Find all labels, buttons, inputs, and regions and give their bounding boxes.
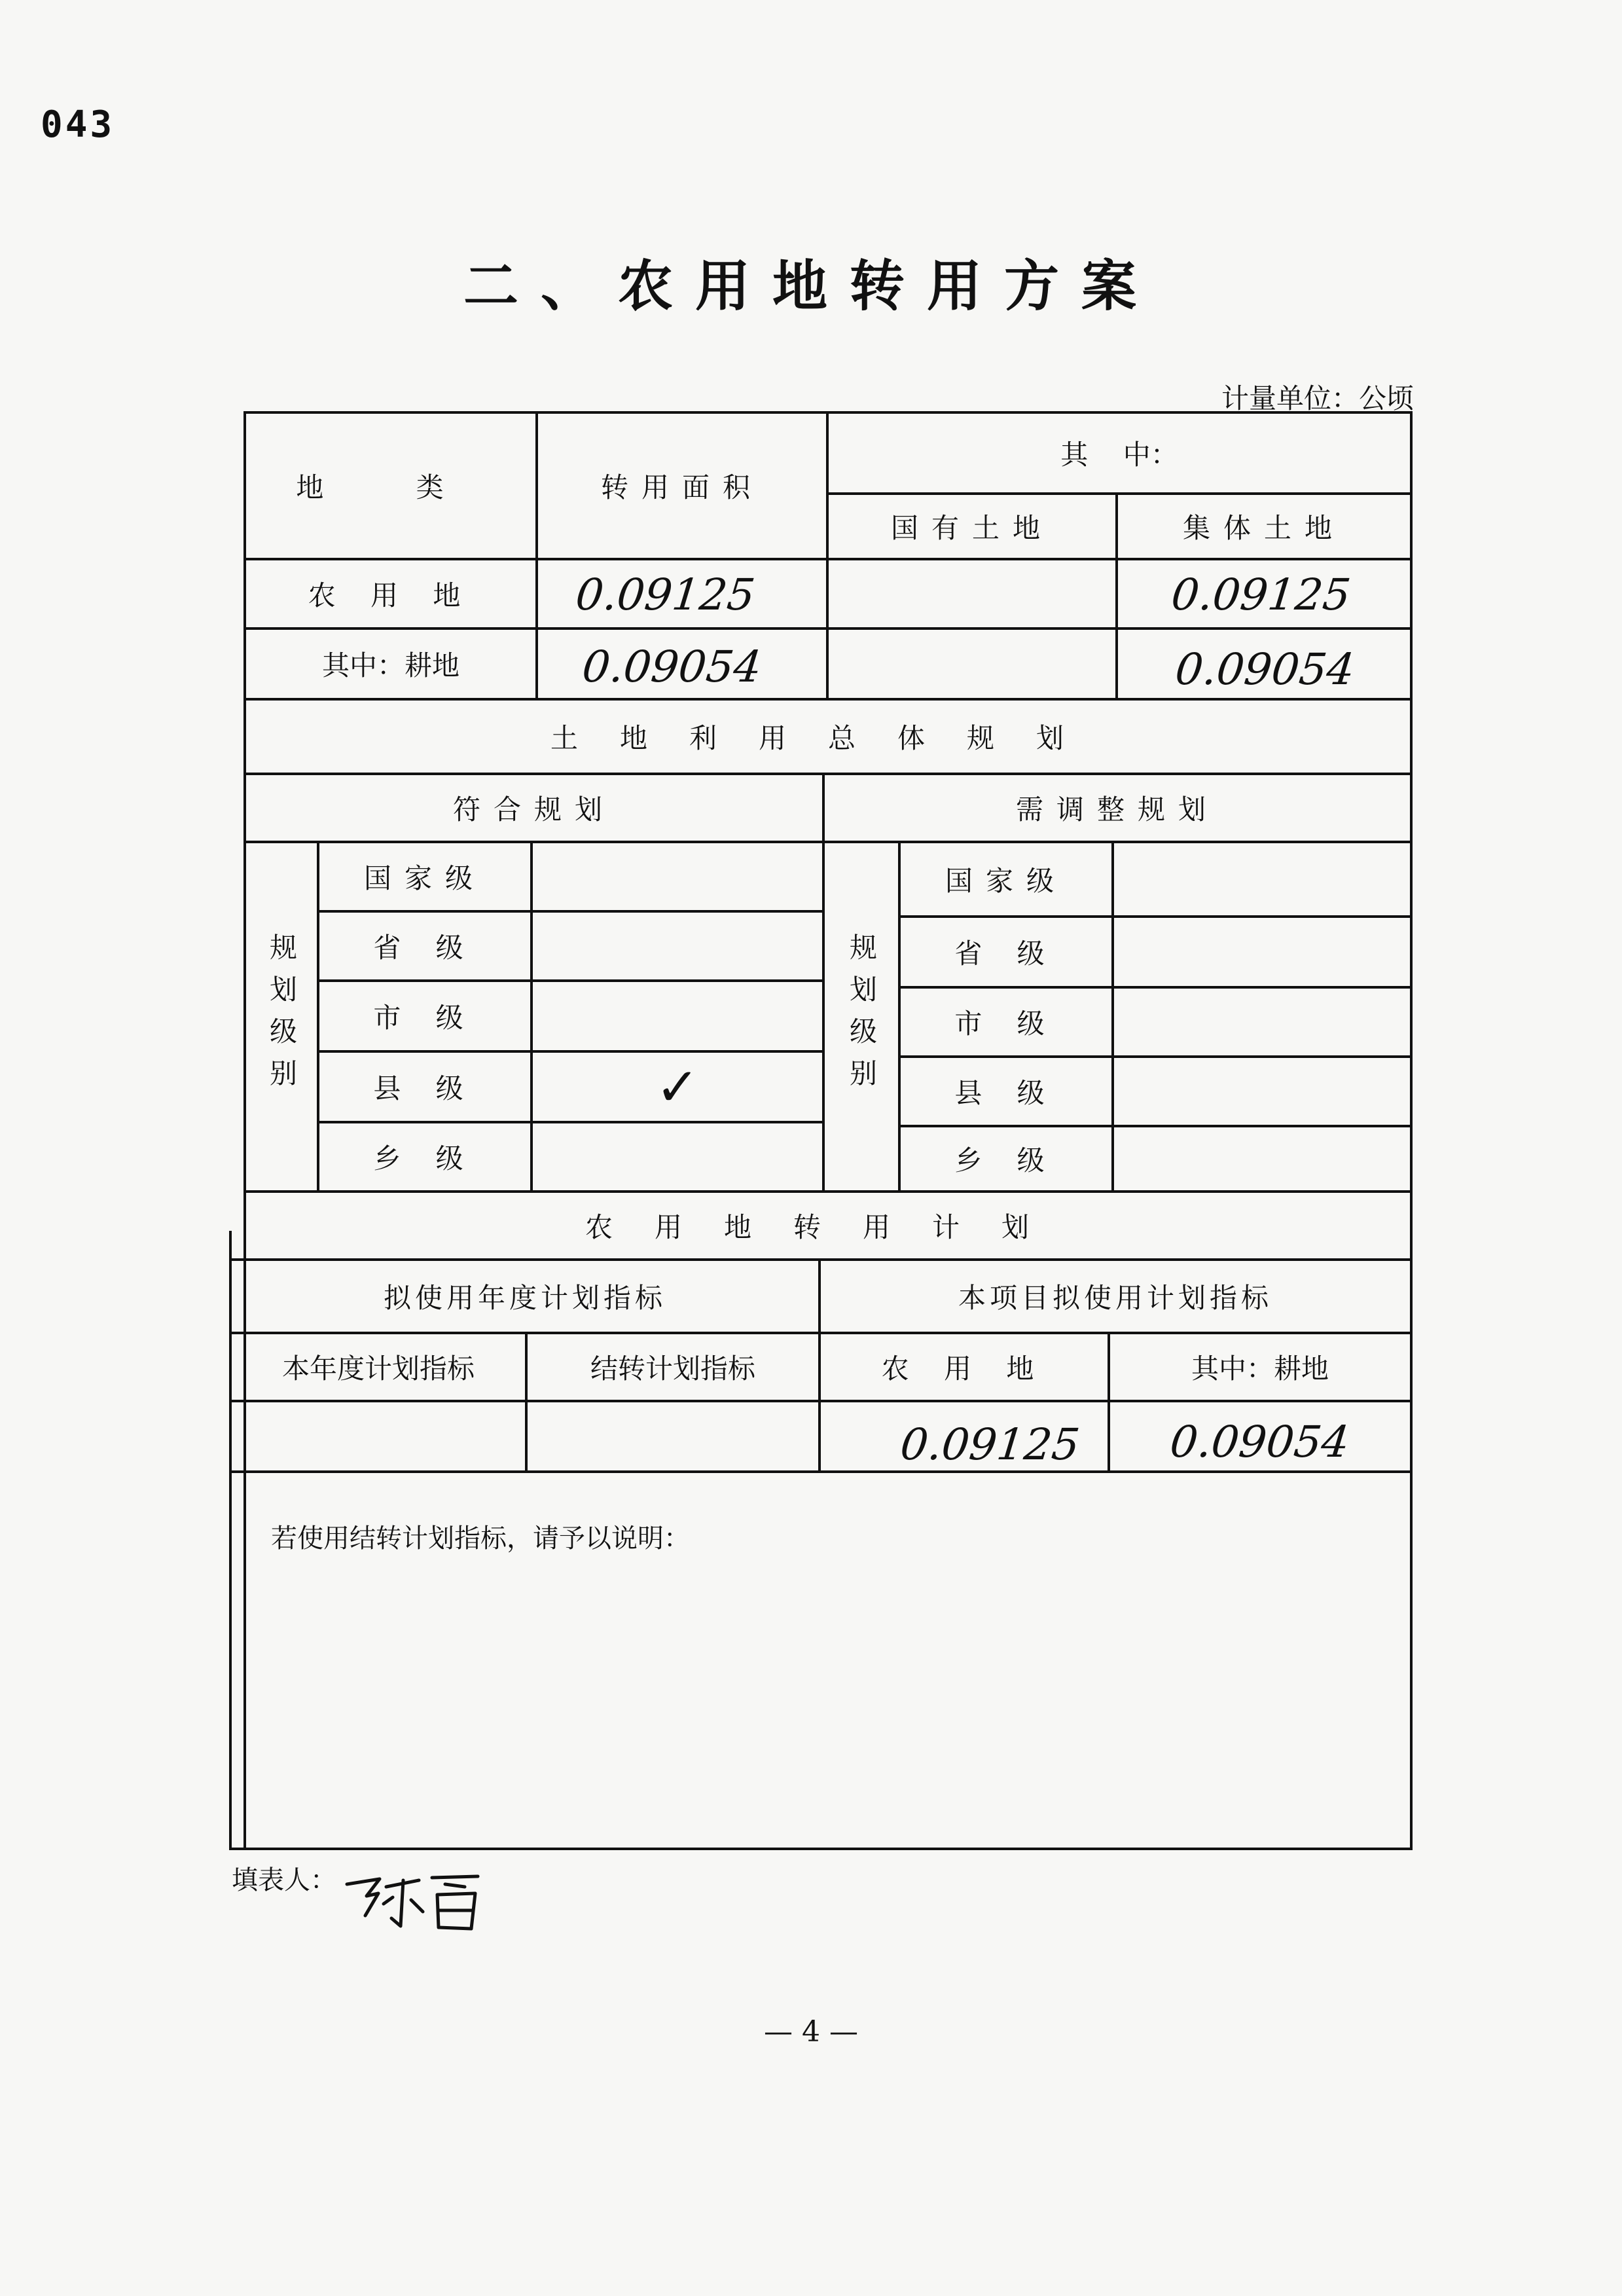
row-cultivated-label: 其中：耕地 — [321, 649, 460, 682]
page-title: 二、农用地转用方案 — [463, 254, 1159, 318]
page-footer: — 4 — — [764, 2015, 858, 2049]
land-type-header: 地 类 — [296, 471, 486, 503]
conform-level-county: 县 级 — [373, 1072, 477, 1104]
conform-level-municipal: 市 级 — [373, 1002, 477, 1034]
row-cultivated-collective: 0.09054 — [1172, 644, 1357, 695]
adjust-level-township: 乡 级 — [954, 1144, 1058, 1176]
plan-cultivated-label: 其中：耕地 — [1191, 1353, 1329, 1385]
plan-farmland-value: 0.09125 — [897, 1419, 1082, 1470]
conform-level-township: 乡 级 — [373, 1142, 477, 1175]
plan-cultivated-value: 0.09054 — [1167, 1417, 1352, 1467]
adjust-level-label: 规划级别 — [846, 933, 878, 1101]
conform-label: 符合规划 — [452, 793, 615, 826]
converted-area-header: 转用面积 — [600, 471, 763, 503]
conform-mark-township — [533, 1123, 822, 1190]
page-number: 043 — [41, 103, 115, 146]
unit-label: 计量单位：公顷 — [1221, 382, 1414, 414]
this-year-label: 本年度计划指标 — [281, 1353, 475, 1385]
conform-level-label: 规划级别 — [266, 933, 298, 1101]
carryover-value — [528, 1402, 818, 1470]
adjust-level-national: 国家级 — [945, 865, 1067, 897]
adjust-level-county: 县 级 — [954, 1077, 1058, 1109]
annual-index-label: 拟使用年度计划指标 — [383, 1282, 666, 1314]
collective-header: 集体土地 — [1182, 512, 1345, 544]
row-farmland-collective: 0.09125 — [1168, 570, 1353, 620]
conform-mark-provincial — [533, 913, 822, 979]
conform-mark-national — [533, 843, 822, 910]
adjust-mark-municipal — [1114, 989, 1410, 1055]
project-index-label: 本项目拟使用计划指标 — [958, 1282, 1272, 1314]
state-owned-header: 国有土地 — [890, 512, 1053, 544]
adjust-mark-county — [1114, 1058, 1410, 1125]
plan-title: 农用地转用计划 — [585, 1211, 1071, 1243]
conform-mark-county: ✓ — [655, 1056, 700, 1118]
adjust-mark-provincial — [1114, 918, 1410, 986]
adjust-mark-township — [1114, 1127, 1410, 1190]
adjust-level-provincial: 省 级 — [954, 938, 1058, 970]
conform-level-national: 国家级 — [363, 862, 486, 894]
conform-level-provincial: 省 级 — [373, 932, 477, 964]
conform-mark-municipal — [533, 982, 822, 1050]
this-year-value — [232, 1402, 525, 1470]
row-farmland-area: 0.09125 — [573, 570, 757, 620]
adjust-level-municipal: 市 级 — [954, 1008, 1058, 1040]
adjust-mark-national — [1114, 843, 1410, 915]
signature — [340, 1865, 484, 1939]
adjust-label: 需调整规划 — [1015, 793, 1219, 826]
plan-farmland-label: 农 用 地 — [881, 1353, 1047, 1385]
row-farmland-label: 农 用 地 — [308, 579, 474, 611]
filler-label: 填表人： — [232, 1865, 336, 1895]
planning-title: 土地利用总体规划 — [550, 722, 1106, 754]
carryover-note-label: 若使用结转计划指标，请予以说明： — [271, 1523, 690, 1554]
carryover-label: 结转计划指标 — [590, 1353, 755, 1385]
row-cultivated-area: 0.09054 — [579, 642, 764, 692]
of-which-header: 其 中： — [1060, 439, 1178, 471]
